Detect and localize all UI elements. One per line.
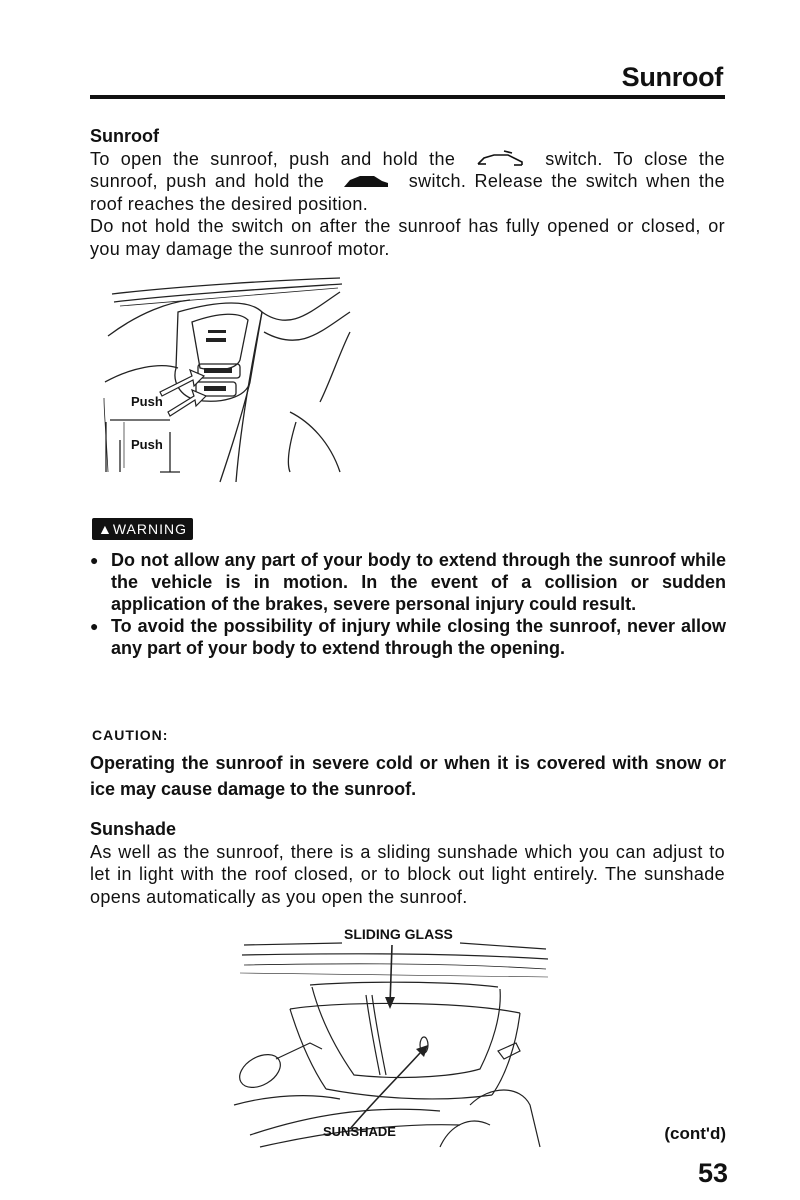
- sunroof-section: [90, 125, 725, 260]
- sunshade-label: SUNSHADE: [323, 1124, 396, 1139]
- warning-item-text: Do not allow any part of your body to extend through the sunroof while the vehicle is in motion. In the event of a collision or sudden application of the brakes, severe personal injury could result.: [111, 550, 726, 614]
- warning-item: [90, 615, 726, 659]
- caution-text: Operating the sunroof in severe cold or when it is covered with snow or ice may cause damage to the sunroof.: [90, 753, 726, 799]
- push-label-lower: Push: [131, 437, 163, 452]
- bullet-icon: ●: [90, 618, 99, 634]
- sunroof-text-open: To open the sunroof, push and hold the: [90, 148, 456, 169]
- page-title: Sunroof: [621, 62, 723, 92]
- caution-label: CAUTION:: [92, 727, 169, 743]
- title-rule: [90, 95, 725, 99]
- warning-badge: ▲WARNING: [92, 518, 193, 540]
- sunroof-switch-illustration: [100, 272, 370, 487]
- sunroof-close-icon: [340, 172, 392, 190]
- sliding-glass-label: SLIDING GLASS: [344, 926, 453, 942]
- warning-item: [90, 549, 726, 615]
- sunshade-text: As well as the sunroof, there is a sliding sunshade which you can adjust to let in light with the roof closed, or to block out light entirely. The sunshade opens automatically as you open the sunroof.: [90, 841, 725, 907]
- sunroof-instructions: [90, 148, 725, 216]
- warning-item-text: To avoid the possibility of injury while closing the sunroof, never allow any part of your body to extend through the opening.: [111, 616, 726, 658]
- sunroof-heading: Sunroof: [90, 126, 159, 146]
- sunshade-illustration: [230, 925, 560, 1150]
- sunroof-text-release: switch. Release the switch when the roof reaches the desired position.: [90, 171, 725, 214]
- sunroof-open-icon: [474, 150, 526, 168]
- sunshade-heading: Sunshade: [90, 819, 177, 839]
- sunroof-text-close: switch. To close the sunroof, push and hold the: [90, 148, 726, 191]
- bullet-icon: ●: [90, 552, 99, 568]
- warning-list: [90, 549, 726, 659]
- continued-label: (cont'd): [664, 1124, 726, 1143]
- page-number: 53: [697, 1158, 728, 1188]
- sunshade-section: [90, 818, 725, 908]
- push-label-upper: Push: [131, 394, 163, 409]
- sunroof-caution-note: Do not hold the switch on after the sunroof has fully opened or closed, or you may damage the sunroof motor.: [90, 216, 725, 259]
